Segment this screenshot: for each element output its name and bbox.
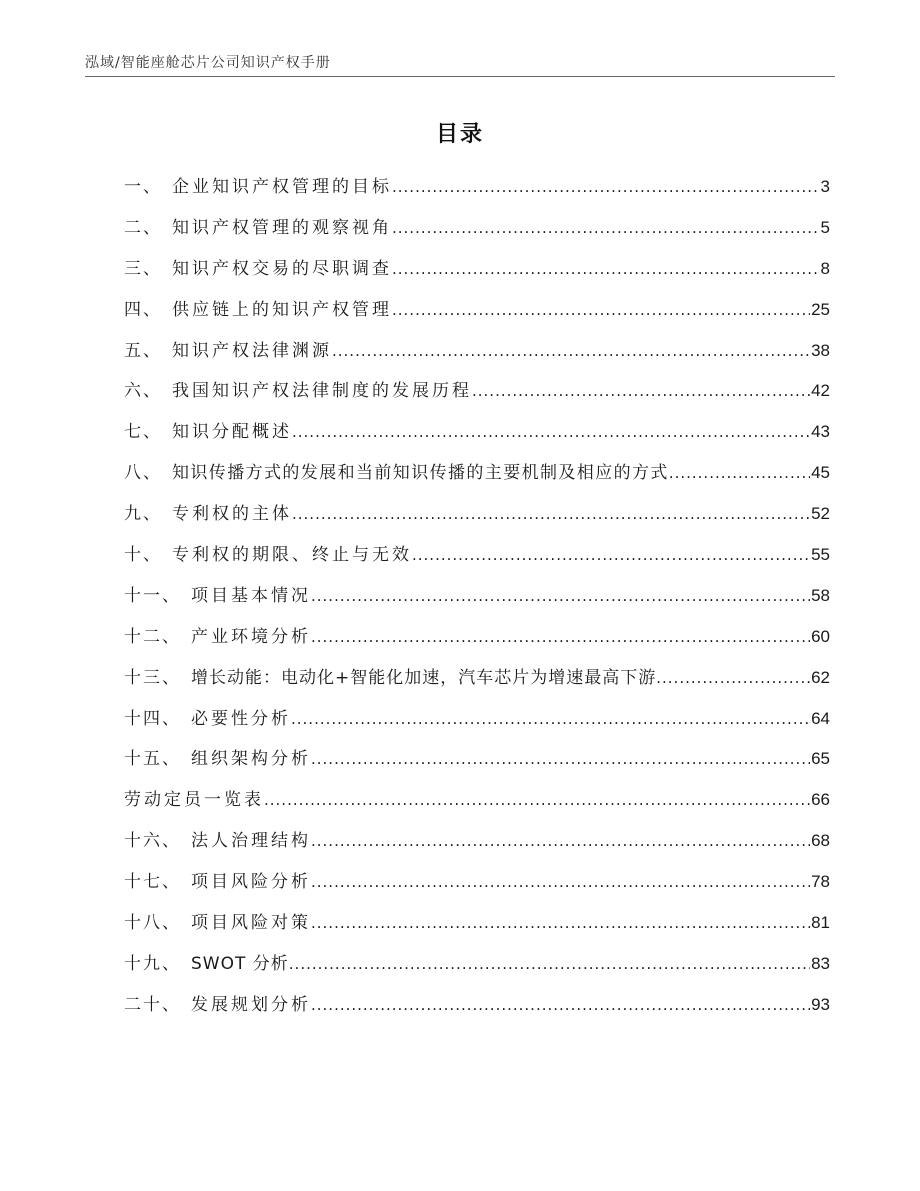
toc-entry-number: 三、 bbox=[124, 258, 162, 279]
toc-entry-page: 8 bbox=[820, 258, 830, 278]
toc-entry-page: 62 bbox=[811, 667, 830, 687]
toc-entry-number: 六、 bbox=[124, 381, 162, 402]
toc-entry-title: 专利权的主体 bbox=[172, 504, 292, 525]
toc-entry-11[interactable] bbox=[124, 581, 830, 622]
toc-entry-number: 七、 bbox=[124, 422, 162, 443]
toc-entry-number: 十、 bbox=[124, 545, 162, 566]
toc-entry-5[interactable] bbox=[124, 336, 830, 377]
toc-entry-page: 55 bbox=[811, 545, 830, 565]
toc-entry-page: 52 bbox=[811, 504, 830, 524]
toc-entry-page: 45 bbox=[811, 463, 830, 483]
dot-leader bbox=[264, 785, 810, 815]
toc-entry-12[interactable] bbox=[124, 622, 830, 663]
toc-entry-18[interactable] bbox=[124, 867, 830, 908]
dot-leader bbox=[311, 622, 810, 652]
toc-entry-number: 十三、 bbox=[124, 667, 181, 688]
toc-entry-3[interactable] bbox=[124, 254, 830, 295]
toc-entry-1[interactable] bbox=[124, 172, 830, 213]
toc-entry-number: 十一、 bbox=[124, 585, 181, 606]
toc-entry-6[interactable] bbox=[124, 376, 830, 417]
toc-entry-16[interactable] bbox=[124, 785, 830, 826]
dot-leader bbox=[289, 949, 810, 979]
dot-leader bbox=[311, 867, 810, 897]
toc-entry-title: 供应链上的知识产权管理 bbox=[172, 299, 392, 320]
dot-leader bbox=[292, 499, 810, 529]
toc-entry-number: 八、 bbox=[124, 463, 162, 484]
toc-entry-page: 81 bbox=[811, 913, 830, 933]
toc-entry-page: 25 bbox=[811, 299, 830, 319]
toc-entry-page: 60 bbox=[811, 626, 830, 646]
toc-entry-title: 劳动定员一览表 bbox=[124, 790, 264, 811]
toc-entry-21[interactable] bbox=[124, 990, 830, 1031]
toc-heading: 目录 bbox=[435, 122, 484, 147]
toc-entry-title: 专利权的期限、终止与无效 bbox=[172, 545, 412, 566]
toc-entry-number: 一、 bbox=[124, 177, 162, 197]
dot-leader bbox=[311, 581, 810, 611]
toc-entry-number: 十二、 bbox=[124, 626, 181, 647]
toc-entry-title: 发展规划分析 bbox=[191, 994, 311, 1015]
toc-entry-title: 企业知识产权管理的目标 bbox=[172, 177, 392, 197]
toc-entry-title: 项目基本情况 bbox=[191, 585, 311, 606]
toc-entry-title: 法人治理结构 bbox=[191, 831, 311, 852]
toc-entry-page: 43 bbox=[811, 422, 830, 442]
toc-entry-page: 64 bbox=[811, 708, 830, 728]
header-divider bbox=[85, 76, 835, 77]
toc-entry-title: 知识产权交易的尽职调查 bbox=[172, 258, 392, 279]
toc-entry-number: 五、 bbox=[124, 340, 162, 361]
toc-entry-title: 项目风险对策 bbox=[191, 913, 311, 934]
toc-entry-title: 产业环境分析 bbox=[191, 626, 311, 647]
toc-entry-title: 项目风险分析 bbox=[191, 872, 311, 893]
toc-entry-2[interactable] bbox=[124, 213, 830, 254]
toc-entry-title: 我国知识产权法律制度的发展历程 bbox=[172, 381, 472, 402]
toc-entry-number: 四、 bbox=[124, 299, 162, 320]
toc-entry-number: 十五、 bbox=[124, 749, 181, 770]
table-of-contents bbox=[124, 172, 830, 1031]
toc-entry-title: 必要性分析 bbox=[191, 708, 291, 729]
toc-entry-number: 二、 bbox=[124, 217, 162, 238]
dot-leader bbox=[311, 826, 810, 856]
toc-entry-page: 58 bbox=[811, 585, 830, 605]
dot-leader bbox=[311, 744, 810, 774]
toc-entry-14[interactable] bbox=[124, 704, 830, 745]
running-header: 泓域/智能座舱芯片公司知识产权手册 bbox=[85, 55, 331, 71]
toc-entry-9[interactable] bbox=[124, 499, 830, 540]
dot-leader bbox=[472, 376, 810, 406]
toc-entry-title: 组织架构分析 bbox=[191, 749, 311, 770]
toc-entry-17[interactable] bbox=[124, 826, 830, 867]
toc-entry-number: 九、 bbox=[124, 504, 162, 525]
toc-entry-number: 十四、 bbox=[124, 708, 181, 729]
toc-entry-page: 65 bbox=[811, 749, 830, 769]
dot-leader bbox=[292, 417, 810, 447]
toc-entry-number: 二十、 bbox=[124, 994, 181, 1015]
toc-entry-number: 十六、 bbox=[124, 831, 181, 852]
dot-leader bbox=[392, 295, 810, 325]
toc-entry-page: 38 bbox=[811, 340, 830, 360]
dot-leader bbox=[669, 458, 810, 488]
toc-entry-page: 66 bbox=[811, 790, 830, 810]
toc-entry-number: 十七、 bbox=[124, 872, 181, 893]
toc-entry-10[interactable] bbox=[124, 540, 830, 581]
dot-leader bbox=[412, 540, 810, 570]
toc-entry-number: 十八、 bbox=[124, 913, 181, 934]
dot-leader bbox=[332, 336, 810, 366]
toc-entry-20[interactable] bbox=[124, 949, 830, 990]
toc-entry-4[interactable] bbox=[124, 295, 830, 336]
toc-entry-title: 知识传播方式的发展和当前知识传播的主要机制及相应的方式 bbox=[172, 463, 669, 484]
toc-entry-page: 42 bbox=[811, 381, 830, 401]
toc-entry-title: 增长动能：电动化+智能化加速，汽车芯片为增速最高下游 bbox=[191, 667, 657, 688]
dot-leader bbox=[392, 213, 820, 243]
toc-entry-page: 78 bbox=[811, 872, 830, 892]
dot-leader bbox=[392, 172, 820, 202]
toc-entry-title: 知识产权管理的观察视角 bbox=[172, 217, 392, 238]
dot-leader bbox=[311, 990, 810, 1020]
toc-entry-19[interactable] bbox=[124, 908, 830, 949]
dot-leader bbox=[656, 663, 810, 693]
toc-entry-title: 知识分配概述 bbox=[172, 422, 292, 443]
toc-entry-title: 知识产权法律渊源 bbox=[172, 340, 332, 361]
toc-entry-8[interactable] bbox=[124, 458, 830, 499]
dot-leader bbox=[291, 704, 810, 734]
toc-entry-title: SWOT 分析 bbox=[191, 953, 289, 974]
toc-entry-7[interactable] bbox=[124, 417, 830, 458]
toc-entry-page: 68 bbox=[811, 831, 830, 851]
toc-entry-page: 83 bbox=[811, 953, 830, 973]
toc-entry-number: 十九、 bbox=[124, 953, 181, 974]
toc-entry-13[interactable] bbox=[124, 663, 830, 704]
dot-leader bbox=[392, 254, 820, 284]
toc-entry-page: 5 bbox=[820, 217, 830, 237]
toc-entry-15[interactable] bbox=[124, 744, 830, 785]
toc-entry-page: 3 bbox=[820, 177, 830, 196]
dot-leader bbox=[311, 908, 810, 938]
toc-entry-page: 93 bbox=[811, 994, 830, 1014]
